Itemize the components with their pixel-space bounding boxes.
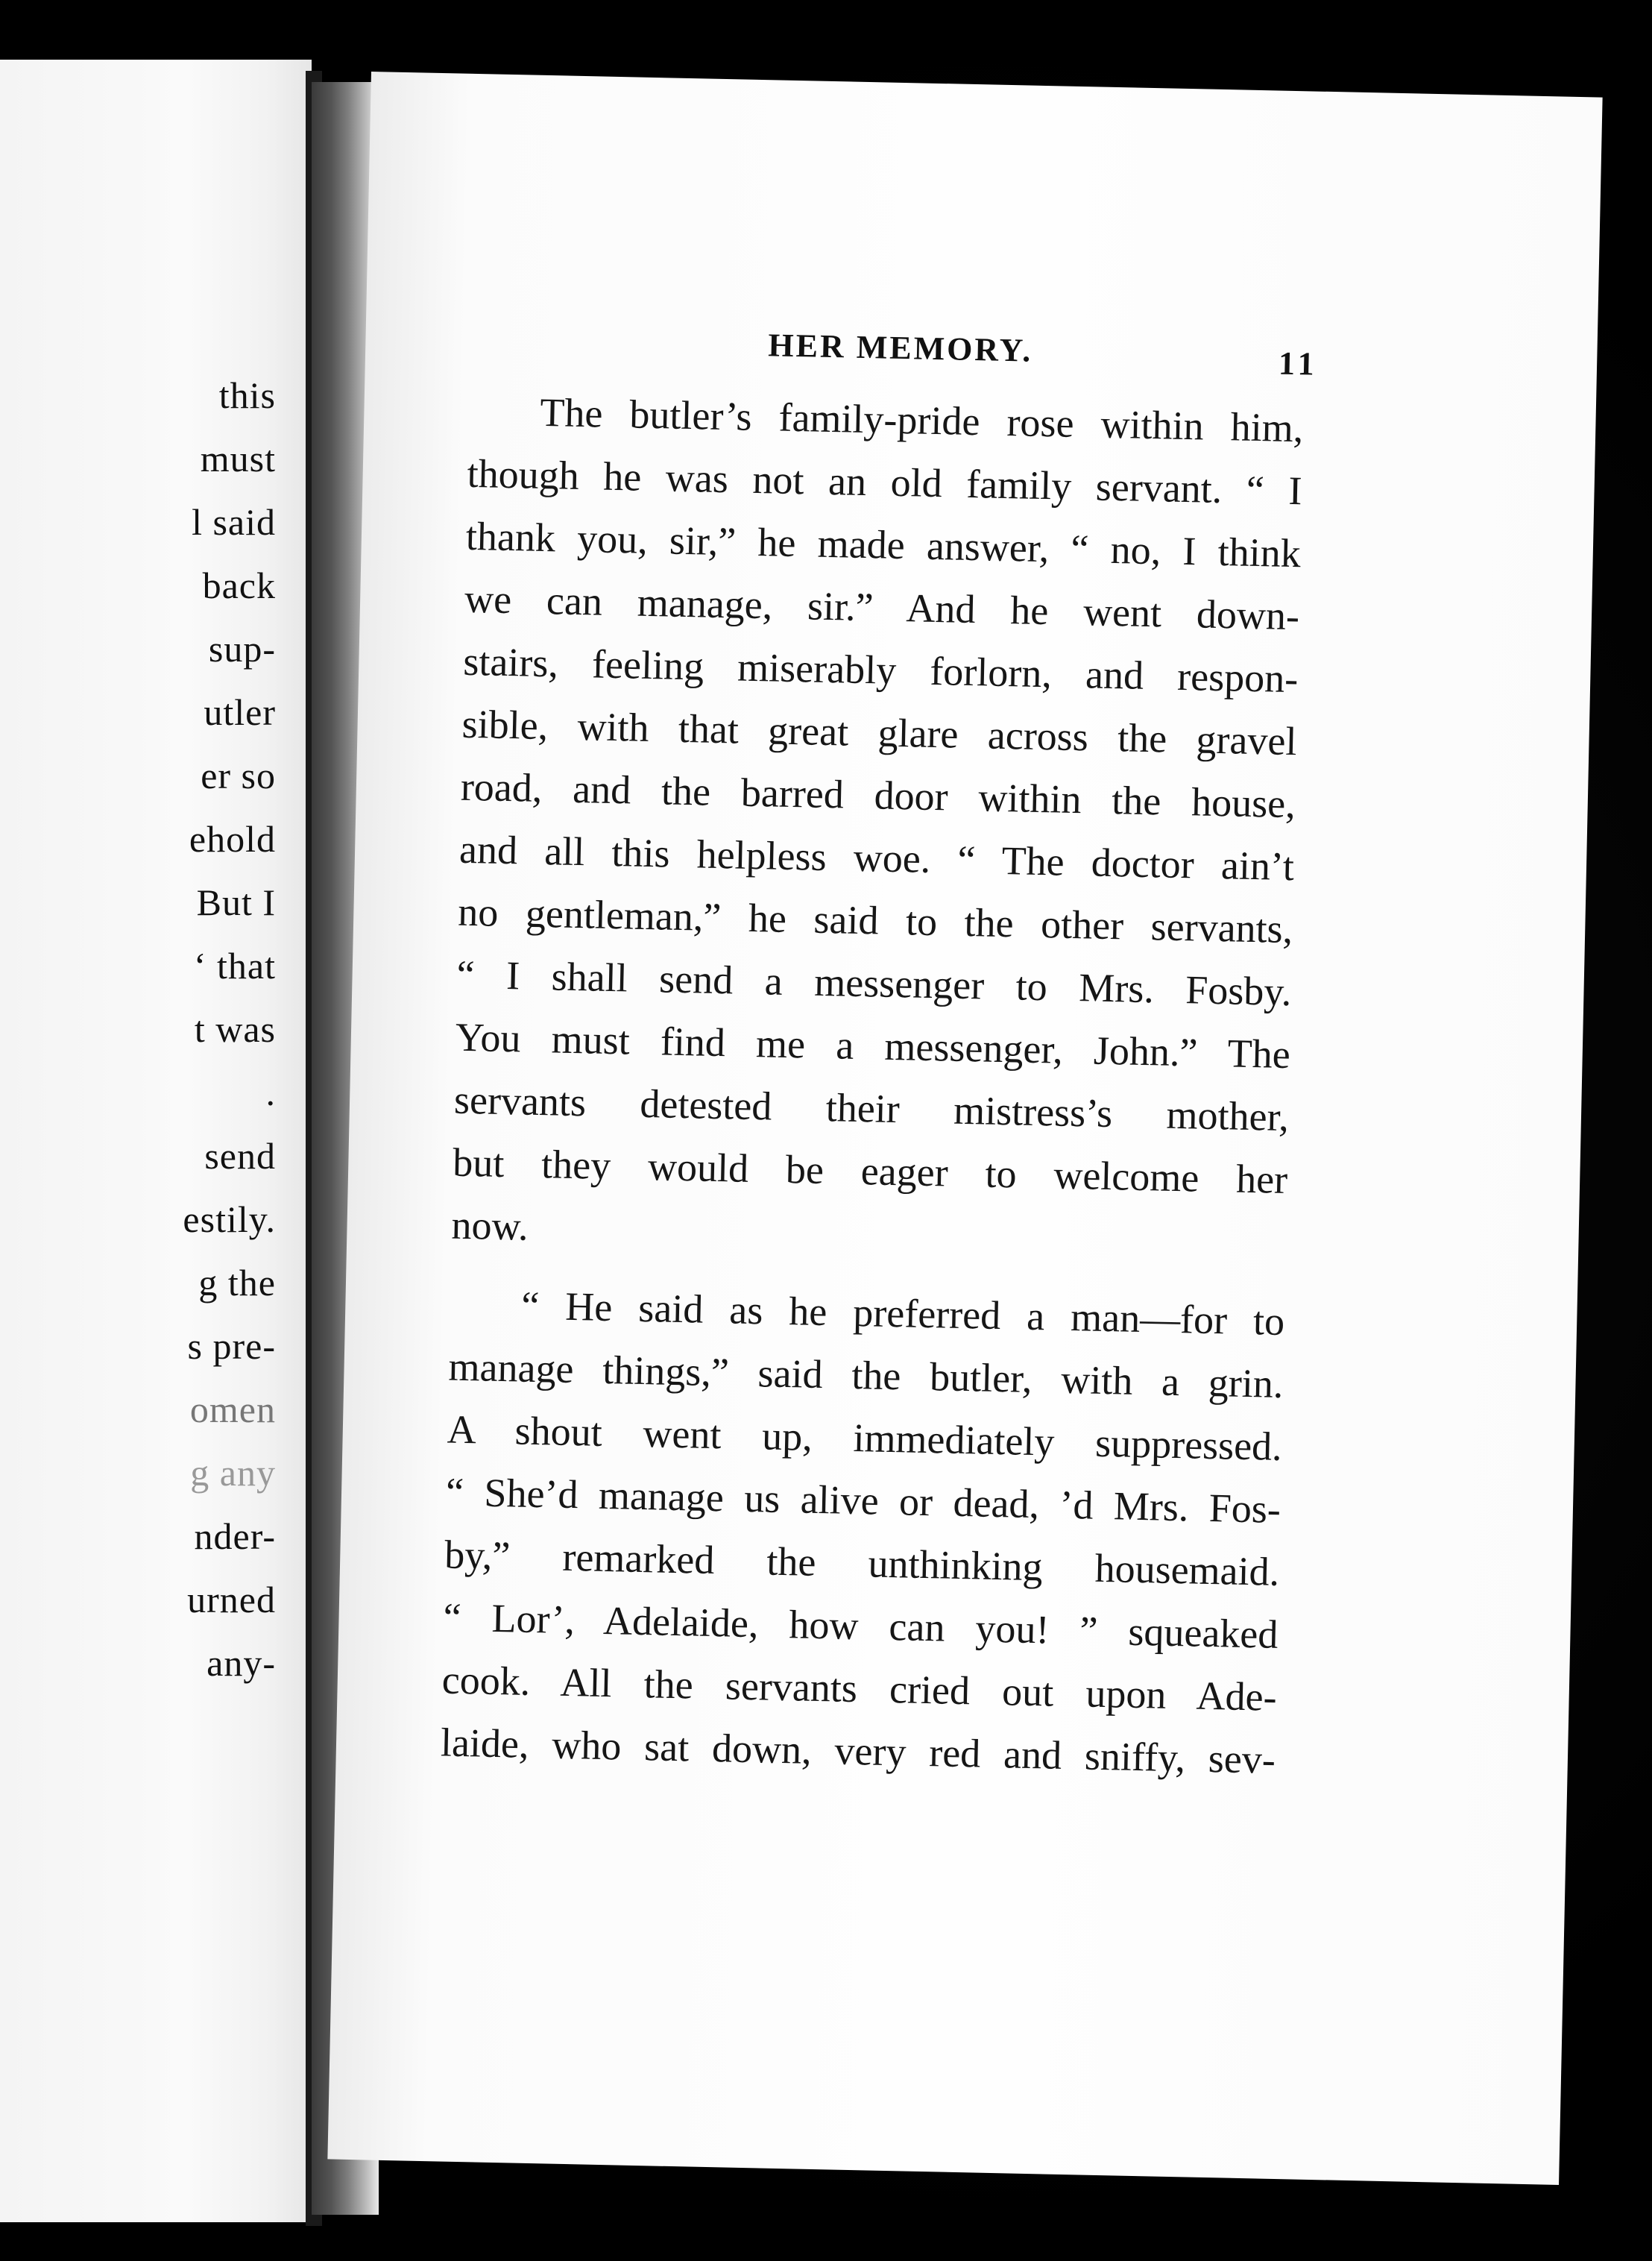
left-line: sup-: [208, 628, 276, 670]
left-line: send: [204, 1135, 276, 1177]
running-head: HER MEMORY.: [767, 327, 1033, 369]
left-line: any-: [206, 1642, 276, 1684]
text-line: “ I shall send a messenger to Mrs. Fosby.: [456, 952, 1293, 1015]
text-line: by,” remarked the unthinking housemaid.: [444, 1532, 1280, 1594]
left-line: utler: [204, 691, 276, 733]
text-line: A shout went up, immediately suppressed.: [447, 1406, 1283, 1469]
text-line: “ He said as he preferred a man—for to: [520, 1283, 1285, 1345]
text-line: now.: [451, 1202, 529, 1249]
left-line: this: [218, 374, 276, 416]
text-line: You must find me a messenger, John.” The: [455, 1014, 1291, 1078]
page-number: 11: [1278, 345, 1320, 383]
left-line: t was: [194, 1008, 276, 1050]
text-line: and all this helpless woe. “ The doctor ain’t: [458, 826, 1295, 890]
text-line: The butler’s family-pride rose within him,: [539, 389, 1304, 451]
body-text: [440, 380, 1304, 1791]
text-line: no gentleman,” he said to the other servants,: [457, 889, 1293, 952]
left-page: [0, 60, 312, 2222]
left-line: er so: [201, 755, 276, 796]
text-line: but they would be eager to welcome her: [452, 1139, 1288, 1203]
left-line: ‘ that: [193, 945, 276, 987]
left-line: estily.: [183, 1198, 276, 1240]
text-line: manage things,” said the butler, with a grin.: [448, 1344, 1284, 1407]
paragraph: [451, 380, 1304, 1274]
text-line: though he was not an old family servant. “ I: [467, 450, 1303, 514]
text-line: road, and the barred door within the house,: [460, 764, 1296, 827]
text-line: cook. All the servants cried out upon Ade-: [441, 1657, 1278, 1720]
left-line: g any: [190, 1452, 276, 1494]
left-line: ehold: [189, 818, 276, 860]
left-line: l said: [192, 501, 276, 543]
paragraph: [440, 1273, 1285, 1791]
text-line: we can manage, sir.” And he went down-: [464, 576, 1300, 639]
left-line: g the: [198, 1262, 276, 1304]
right-page: [327, 72, 1602, 2185]
left-line: back: [202, 565, 276, 606]
left-line: s pre-: [187, 1325, 276, 1367]
text-line: laide, who sat down, very red and sniffy, sev-: [440, 1720, 1276, 1782]
left-line: omen: [189, 1389, 276, 1430]
scan-bottom-edge: [0, 2226, 1652, 2261]
left-line: nder-: [194, 1515, 276, 1557]
text-line: “ She’d manage us alive or dead, ’d Mrs. Fos-: [445, 1469, 1281, 1532]
left-line: But I: [196, 881, 276, 923]
text-line: thank you, sir,” he made answer, “ no, I think: [465, 513, 1302, 576]
text-line: servants detested their mistress’s mother,: [453, 1077, 1290, 1140]
left-line: .: [265, 1072, 276, 1113]
left-line: must: [200, 438, 276, 479]
text-line: stairs, feeling miserably forlorn, and respon-: [462, 638, 1299, 702]
text-line: “ Lor’, Adelaide, how can you! ” squeaked: [442, 1594, 1279, 1657]
text-line: sible, with that great glare across the gravel: [461, 701, 1298, 764]
left-line: urned: [187, 1579, 276, 1620]
